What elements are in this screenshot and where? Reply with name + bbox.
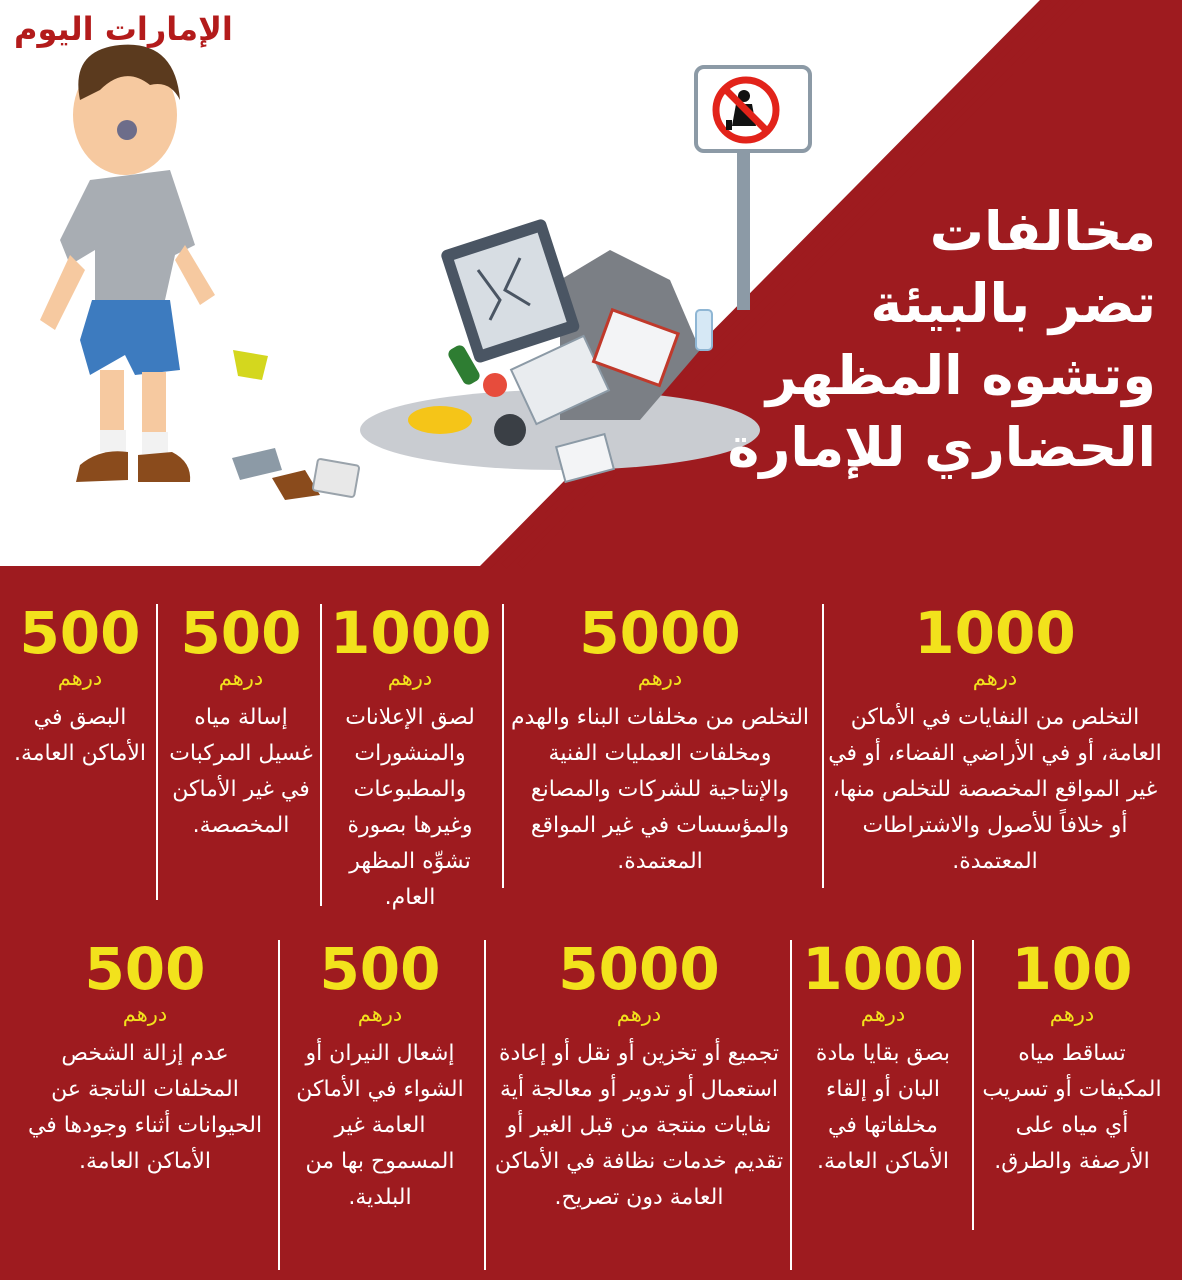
column-divider — [972, 940, 974, 1230]
column-divider — [790, 940, 792, 1270]
fine-amount: 100 — [1011, 935, 1133, 1003]
column-divider — [822, 604, 824, 888]
headline-line: الحضاري للإمارة — [727, 416, 1156, 479]
fine-description: التخلص من النفايات في الأماكن العامة، أو في الأراضي الفضاء، أو في غير المواقع المخصصة للتخلص منها، أو خلافاً للأصول والاشتراطات المعتمدة. — [828, 705, 1162, 874]
headline-line: تضر بالبيئة — [870, 272, 1156, 335]
fine-amount: 1000 — [330, 599, 492, 667]
site-logo: الإمارات اليوم — [14, 10, 233, 48]
fine-description: تجميع أو تخزين أو نقل أو إعادة استعمال أو تدوير أو معالجة أية نفايات منتجة من قبل الغير أو تقديم خدمات نظافة في الأماكن العامة دون تصريح. — [494, 1041, 784, 1210]
fine-currency: درهم — [1049, 1002, 1095, 1026]
column-divider — [484, 940, 486, 1270]
fine-item — [168, 599, 314, 844]
fine-amount: 1000 — [914, 599, 1076, 667]
fine-item — [290, 935, 470, 1216]
headline — [636, 196, 1156, 484]
headline-line: وتشوه المظهر — [765, 344, 1156, 407]
fine-item — [330, 599, 492, 916]
fine-item — [10, 599, 150, 772]
fine-item — [510, 599, 810, 880]
fine-currency: درهم — [616, 1002, 662, 1026]
fine-description: تساقط مياه المكيفات أو تسريب أي مياه على الأرصفة والطرق. — [982, 1041, 1162, 1174]
fine-description: البصق في الأماكن العامة. — [13, 705, 147, 766]
headline-line: مخالفات — [929, 200, 1156, 263]
fine-description: إسالة مياه غسيل المركبات في غير الأماكن المخصصة. — [169, 705, 313, 838]
ground-litter — [232, 350, 359, 500]
column-divider — [320, 604, 322, 906]
column-divider — [502, 604, 504, 888]
fine-description: عدم إزالة الشخص المخلفات الناتجة عن الحيوانات أثناء وجودها في الأماكن العامة. — [27, 1041, 263, 1174]
column-divider — [156, 604, 158, 900]
fine-currency: درهم — [357, 1002, 403, 1026]
fine-currency: درهم — [637, 666, 683, 690]
fine-amount: 5000 — [558, 935, 720, 1003]
fine-currency: درهم — [57, 666, 103, 690]
fine-amount: 500 — [180, 599, 302, 667]
column-divider — [278, 940, 280, 1270]
fine-item — [826, 599, 1164, 880]
fine-description: بصق بقايا مادة البان أو إلقاء مخلفاتها في الأماكن العامة. — [815, 1041, 951, 1174]
fine-currency: درهم — [122, 1002, 168, 1026]
fine-currency: درهم — [860, 1002, 906, 1026]
fine-amount: 5000 — [579, 599, 741, 667]
fine-item — [494, 935, 784, 1216]
boy-illustration — [40, 45, 215, 482]
fine-currency: درهم — [387, 666, 433, 690]
fine-amount: 500 — [319, 935, 441, 1003]
fine-description: لصق الإعلانات والمنشورات والمطبوعات وغيرها بصورة تشوِّه المظهر العام. — [345, 705, 475, 910]
fine-item — [982, 935, 1162, 1180]
fine-amount: 1000 — [802, 935, 964, 1003]
fine-amount: 500 — [19, 599, 141, 667]
fine-item — [800, 935, 966, 1180]
fine-amount: 500 — [84, 935, 206, 1003]
fine-description: إشعال النيران أو الشواء في الأماكن العامة غير المسموح بها من البلدية. — [296, 1041, 464, 1210]
fine-currency: درهم — [972, 666, 1018, 690]
fine-currency: درهم — [218, 666, 264, 690]
fine-item — [20, 935, 270, 1180]
fine-description: التخلص من مخلفات البناء والهدم ومخلفات العمليات الفنية والإنتاجية للشركات والمصانع والمؤسسات في غير المواقع المعتمدة. — [510, 705, 810, 874]
